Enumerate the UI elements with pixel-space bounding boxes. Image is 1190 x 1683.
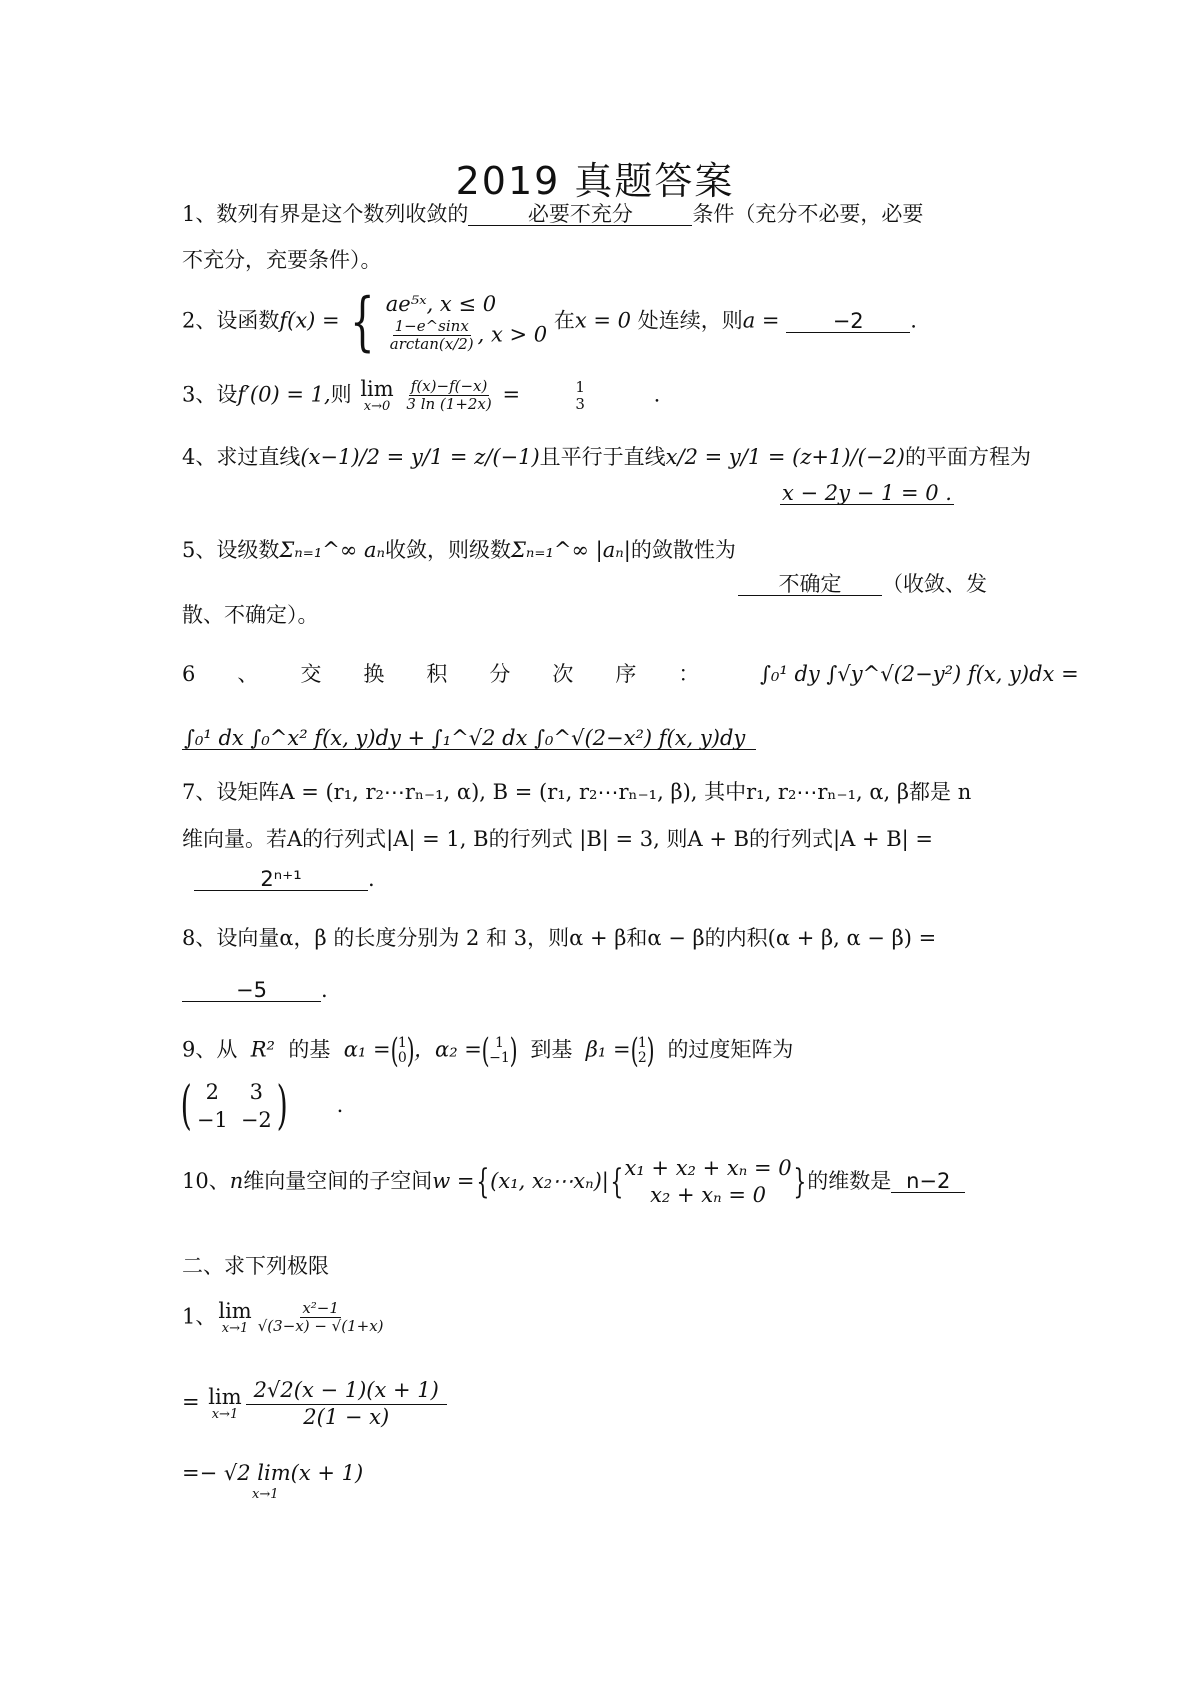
p1-fraction bbox=[256, 1300, 386, 1336]
q10-n: n bbox=[229, 1168, 244, 1193]
q9-space: R² bbox=[250, 1037, 275, 1062]
q6-answer-line bbox=[182, 728, 756, 750]
question-1 bbox=[182, 204, 923, 226]
q9-m11: 2 bbox=[205, 1080, 219, 1104]
question-7-line-1: 7、设矩阵A = (r₁, r₂⋯rₙ₋₁, α), B = (r₁, r₂⋯rₙ₋₁, β), 其中r₁, r₂⋯rₙ₋₁, α, β都是 n bbox=[182, 780, 972, 804]
q3-fraction bbox=[404, 378, 493, 414]
q10-w: w = bbox=[432, 1168, 475, 1193]
q6-label: 6、交换积分次序： bbox=[182, 662, 742, 686]
question-4 bbox=[182, 447, 1031, 468]
step1-num: 2√2(x − 1)(x + 1) bbox=[246, 1378, 447, 1405]
question-5-cont: 散、不确定）。 bbox=[182, 603, 319, 627]
q4-line-1: (x−1)/2 = y/1 = z/(−1) bbox=[300, 445, 540, 469]
section-2-heading: 二、求下列极限 bbox=[182, 1254, 329, 1278]
q3-den: 3 ln (1+2x) bbox=[406, 395, 492, 414]
q9-alpha-2: ，α₂ = bbox=[414, 1037, 482, 1062]
question-2: 2、设函数f(x) = { ae⁵ˣ, x ≤ 0 $\frac{1-e\^{}\sin x}{\arctan(x/2)}$ , x > 0 在x = 0 处连续，则a = −2 . bbox=[182, 285, 917, 359]
p1-lim-word: lim bbox=[218, 1299, 252, 1323]
q3-lim-word: lim bbox=[360, 377, 394, 401]
q4-line-2: x/2 = y/1 = (z+1)/(−2) bbox=[665, 445, 905, 469]
q4-answer-line bbox=[780, 483, 954, 505]
p1-prefix: 1、 bbox=[182, 1304, 217, 1329]
q1-answer: 必要不充分 bbox=[468, 204, 692, 226]
q9-a2-v2: −1 bbox=[489, 1050, 510, 1066]
q2-case-2-tail: , x > 0 bbox=[477, 322, 548, 347]
q6-left: ∫₀¹ dy ∫√y^√(2−y²) f(x, y)dx = bbox=[760, 662, 1079, 686]
q2-case-1: ae⁵ˣ, x ≤ 0 bbox=[385, 291, 497, 316]
q4-text: 4、求过直线 bbox=[182, 445, 301, 469]
q10-eq-1: x₁ + x₂ + xₙ = 0 bbox=[624, 1156, 792, 1180]
limit-step-2 bbox=[182, 1463, 363, 1484]
q2-cases bbox=[386, 291, 547, 354]
q2-case-2-den: arctan(x/2) bbox=[389, 335, 474, 354]
step2-expr: =− √2 lim(x + 1) bbox=[182, 1461, 364, 1485]
q3-num: f(x)−f(−x) bbox=[410, 377, 488, 396]
q3-eq: = bbox=[502, 382, 521, 407]
q3-answer bbox=[575, 379, 585, 414]
q1-text-b: 条件（充分不必要，必要 bbox=[692, 202, 924, 226]
q5-text: 5、设级数 bbox=[182, 538, 280, 562]
q10-prefix: 10、 bbox=[182, 1168, 230, 1193]
q7-answer-line: 2ⁿ⁺¹ . bbox=[194, 869, 375, 891]
q2-text: 2、设函数 bbox=[182, 308, 280, 333]
q4-tail: 的平面方程为 bbox=[904, 445, 1031, 469]
q2-mid2: 处连续，则 bbox=[637, 308, 743, 333]
p1-lim bbox=[218, 1300, 251, 1336]
q4-answer: x − 2y − 1 = 0 . bbox=[782, 481, 952, 505]
q9-alpha-1-vector bbox=[398, 1036, 407, 1067]
q5-series-1: Σₙ₌₁^∞ aₙ bbox=[279, 538, 386, 562]
q4-mid: 且平行于直线 bbox=[539, 445, 666, 469]
q9-a1-v1: 1 bbox=[397, 1034, 407, 1051]
p1-den: √(3−x) − √(1+x) bbox=[257, 1317, 384, 1336]
q6-answer: ∫₀¹ dx ∫₀^x² f(x, y)dy + ∫₁^√2 dx ∫₀^√(2−x²) f(x, y)dy bbox=[182, 728, 756, 750]
q9-m21: −1 bbox=[196, 1108, 228, 1133]
limit-step-1 bbox=[182, 1378, 449, 1429]
q5-answer: 不确定 bbox=[738, 574, 882, 596]
question-6 bbox=[182, 664, 741, 685]
q10-set: (x₁, x₂⋯xₙ)| bbox=[490, 1168, 609, 1193]
limit-problem-1 bbox=[182, 1300, 388, 1336]
q7-answer: 2ⁿ⁺¹ bbox=[194, 869, 368, 891]
q2-mid: 在 bbox=[553, 308, 575, 333]
q10-system bbox=[625, 1155, 792, 1210]
q8-answer-line: −5 . bbox=[182, 980, 328, 1002]
q9-matrix bbox=[190, 1078, 278, 1135]
q6-left-integral bbox=[760, 664, 1079, 685]
q3-lim bbox=[360, 378, 393, 414]
q5-answer-line bbox=[738, 574, 987, 596]
q2-case-2-num: 1−e^sinx bbox=[394, 316, 469, 335]
q9-b1-v2: 2 bbox=[637, 1050, 647, 1066]
q3-given: f′(0) = 1, bbox=[237, 382, 331, 407]
q2-cond: x = 0 bbox=[574, 308, 632, 333]
q9-alpha-1: α₁ = bbox=[343, 1037, 391, 1062]
q9-beta-1: β₁ = bbox=[585, 1037, 631, 1062]
p1-num: x²−1 bbox=[302, 1299, 339, 1318]
p1-lim-sub: x→1 bbox=[221, 1321, 249, 1337]
q5-text-b: 收敛，则级数 bbox=[385, 538, 512, 562]
q10-eq-2: x₂ + xₙ = 0 bbox=[650, 1183, 766, 1208]
q9-a2-v1: 1 bbox=[495, 1034, 504, 1051]
q9-m22: −2 bbox=[240, 1108, 272, 1133]
q8-answer: −5 bbox=[182, 980, 321, 1002]
question-10: 10、n维向量空间的子空间w ={(x₁, x₂⋯xₙ)|{ x₁ + x₂ + xₙ = 0 x₂ + xₙ = 0 }的维数是 n−2 bbox=[182, 1155, 965, 1210]
q3-lim-sub: x→0 bbox=[363, 399, 391, 415]
q9-text-c: 的过度矩阵为 bbox=[667, 1037, 794, 1062]
q9-prefix: 9、从 bbox=[182, 1037, 238, 1062]
q3-then: 则 bbox=[330, 382, 352, 407]
question-7-line-2: 维向量。若A的行列式|A| = 1, B的行列式 |B| = 3, 则A + B的行列式|A + B| = bbox=[182, 827, 933, 851]
q9-a1-v2: 0 bbox=[397, 1050, 407, 1066]
q2-answer: −2 bbox=[786, 311, 910, 333]
question-8: 8、设向量α，β 的长度分别为 2 和 3，则α + β和α − β的内积(α + β, α − β) = bbox=[182, 926, 937, 950]
step1-eq: = bbox=[182, 1390, 200, 1415]
step1-den: 2(1 − x) bbox=[303, 1405, 390, 1430]
question-1-cont: 不充分，充要条件）。 bbox=[182, 248, 382, 272]
step1-lim bbox=[208, 1386, 241, 1422]
q2-function: f(x) = bbox=[279, 308, 340, 333]
question-9: 9、从 R² 的基 α₁ =( 1 0 )，α₂ =( 1 −1 ) 到基 β₁ =( 1 2 ) 的过度矩阵为 bbox=[182, 1031, 794, 1071]
step1-fraction bbox=[246, 1378, 447, 1429]
step1-lim-sub: x→1 bbox=[211, 1406, 239, 1422]
q1-text: 1、数列有界是这个数列收敛的 bbox=[182, 202, 469, 226]
page-title: 2019 真题答案 bbox=[455, 159, 735, 203]
q5-text-d: （收敛、发 bbox=[882, 572, 987, 596]
q9-b1-v1: 1 bbox=[637, 1034, 647, 1051]
q3-text: 3、设 bbox=[182, 382, 238, 407]
q5-series-2: Σₙ₌₁^∞ |aₙ| bbox=[511, 538, 631, 562]
q10-text-a: 维向量空间的子空间 bbox=[243, 1168, 433, 1193]
q3-answer-den: 3 bbox=[575, 394, 585, 413]
q9-text-a: 的基 bbox=[288, 1037, 331, 1062]
q9-beta-1-vector bbox=[638, 1036, 647, 1067]
q10-text-b: 的维数是 bbox=[807, 1168, 892, 1193]
q10-answer: n−2 bbox=[891, 1171, 965, 1193]
q9-m12: 3 bbox=[249, 1080, 263, 1104]
q2-case-2-fraction bbox=[388, 318, 476, 354]
step2-lim-sub: x→1 bbox=[252, 1487, 279, 1502]
step1-lim-word: lim bbox=[208, 1384, 242, 1409]
question-3: 3、设f′(0) = 1,则 lim x→0 $\frac{f(x)-f(-x)}{3 \ln (1+2x)}$ = 1 3 . bbox=[182, 377, 661, 415]
question-5 bbox=[182, 540, 736, 561]
q9-text-b: 到基 bbox=[530, 1037, 573, 1062]
q5-text-c: 的敛散性为 bbox=[630, 538, 736, 562]
q2-var: a = bbox=[742, 308, 780, 333]
q2-brace: { bbox=[350, 285, 375, 359]
q2-case-2 bbox=[386, 318, 547, 354]
q3-answer-num: 1 bbox=[575, 377, 585, 396]
q9-alpha-2-vector bbox=[489, 1036, 510, 1067]
q9-answer-matrix: ( 2 3 −1 −2 ) . bbox=[180, 1076, 344, 1137]
